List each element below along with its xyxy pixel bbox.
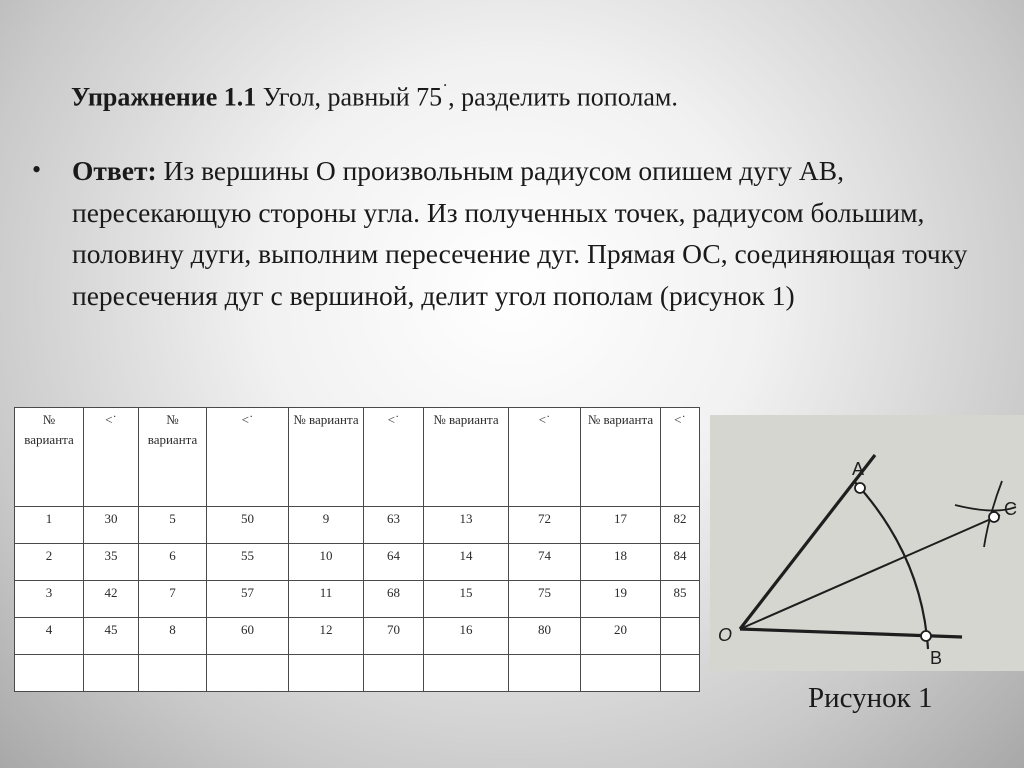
table-header-cell: <˙ — [207, 408, 289, 507]
table-cell — [289, 655, 364, 692]
table-cell: 70 — [364, 618, 424, 655]
answer-text: Из вершины О произвольным радиусом опишем дугу АВ, пересекающую стороны угла. Из полученных точек, радиусом большим, половину дуги, выполним пересечение дуг. Прямая ОС, соединяющая точку пересечения дуг с вершиной, делит угол пополам (рисунок 1) — [72, 155, 968, 311]
label-a: A — [852, 459, 865, 479]
table-cell: 8 — [139, 618, 207, 655]
table-header-cell: № варианта — [289, 408, 364, 507]
degree-mark: ˙ — [442, 80, 449, 100]
table-cell: 85 — [661, 581, 700, 618]
label-b: B — [930, 648, 943, 668]
table-cell: 75 — [509, 581, 581, 618]
table-cell: 84 — [661, 544, 700, 581]
arc-ab — [854, 481, 928, 649]
table-cell: 7 — [139, 581, 207, 618]
table-row — [15, 581, 700, 618]
bisector-figure — [710, 415, 1024, 671]
table-cell: 10 — [289, 544, 364, 581]
table-row — [15, 618, 700, 655]
table-cell: 4 — [15, 618, 84, 655]
table-header-cell: <˙ — [661, 408, 700, 507]
bisector-drawing — [710, 415, 1024, 671]
table-cell: 16 — [424, 618, 509, 655]
answer-label: Ответ: — [72, 155, 157, 186]
point-c — [989, 512, 999, 522]
table-header-cell: № варианта — [581, 408, 661, 507]
table-cell: 13 — [424, 507, 509, 544]
table-cell: 55 — [207, 544, 289, 581]
table-cell: 5 — [139, 507, 207, 544]
table-cell — [207, 655, 289, 692]
exercise-text: Угол, равный 75 — [262, 82, 443, 112]
table-cell — [15, 655, 84, 692]
table-cell — [661, 618, 700, 655]
figure-caption: Рисунок 1 — [808, 682, 933, 714]
table-cell: 45 — [84, 618, 139, 655]
exercise-label: Упражнение 1.1 — [71, 82, 257, 112]
table-cell: 57 — [207, 581, 289, 618]
table-row — [15, 507, 700, 544]
point-b — [921, 631, 931, 641]
table-header-cell: <˙ — [364, 408, 424, 507]
table-header-cell: № варианта — [139, 408, 207, 507]
exercise-statement — [71, 72, 678, 116]
table-cell: 15 — [424, 581, 509, 618]
table-cell — [509, 655, 581, 692]
table-cell: 6 — [139, 544, 207, 581]
table-cell: 80 — [509, 618, 581, 655]
label-o: O — [718, 625, 733, 645]
table-header-cell: <˙ — [84, 408, 139, 507]
bisector-oc — [740, 515, 1000, 629]
table-cell: 20 — [581, 618, 661, 655]
point-a — [855, 483, 865, 493]
table-cell: 82 — [661, 507, 700, 544]
variants-table — [14, 407, 700, 692]
table-row — [15, 544, 700, 581]
table-cell: 64 — [364, 544, 424, 581]
table-header-row — [15, 408, 700, 507]
table-cell: 18 — [581, 544, 661, 581]
table-row — [15, 655, 700, 692]
table-cell: 3 — [15, 581, 84, 618]
bullet-icon: • — [32, 155, 42, 184]
table-cell: 68 — [364, 581, 424, 618]
table-cell: 63 — [364, 507, 424, 544]
table-cell: 60 — [207, 618, 289, 655]
table-cell — [84, 655, 139, 692]
table-cell: 2 — [15, 544, 84, 581]
table-header-cell: № варианта — [15, 408, 84, 507]
table-cell — [424, 655, 509, 692]
table-cell: 50 — [207, 507, 289, 544]
table-cell: 72 — [509, 507, 581, 544]
table-cell — [364, 655, 424, 692]
table-cell — [139, 655, 207, 692]
table-cell — [581, 655, 661, 692]
table-cell: 1 — [15, 507, 84, 544]
table-cell: 12 — [289, 618, 364, 655]
table-cell: 74 — [509, 544, 581, 581]
table-cell: 9 — [289, 507, 364, 544]
table-cell: 42 — [84, 581, 139, 618]
table-cell: 30 — [84, 507, 139, 544]
exercise-text-end: , разделить пополам. — [448, 82, 678, 112]
table-cell: 14 — [424, 544, 509, 581]
table-cell — [661, 655, 700, 692]
table-cell: 17 — [581, 507, 661, 544]
label-c: C — [1004, 499, 1017, 519]
table-cell: 11 — [289, 581, 364, 618]
table-header-cell: № варианта — [424, 408, 509, 507]
answer-paragraph — [72, 150, 992, 316]
table-cell: 35 — [84, 544, 139, 581]
table-header-cell: <˙ — [509, 408, 581, 507]
table-cell: 19 — [581, 581, 661, 618]
